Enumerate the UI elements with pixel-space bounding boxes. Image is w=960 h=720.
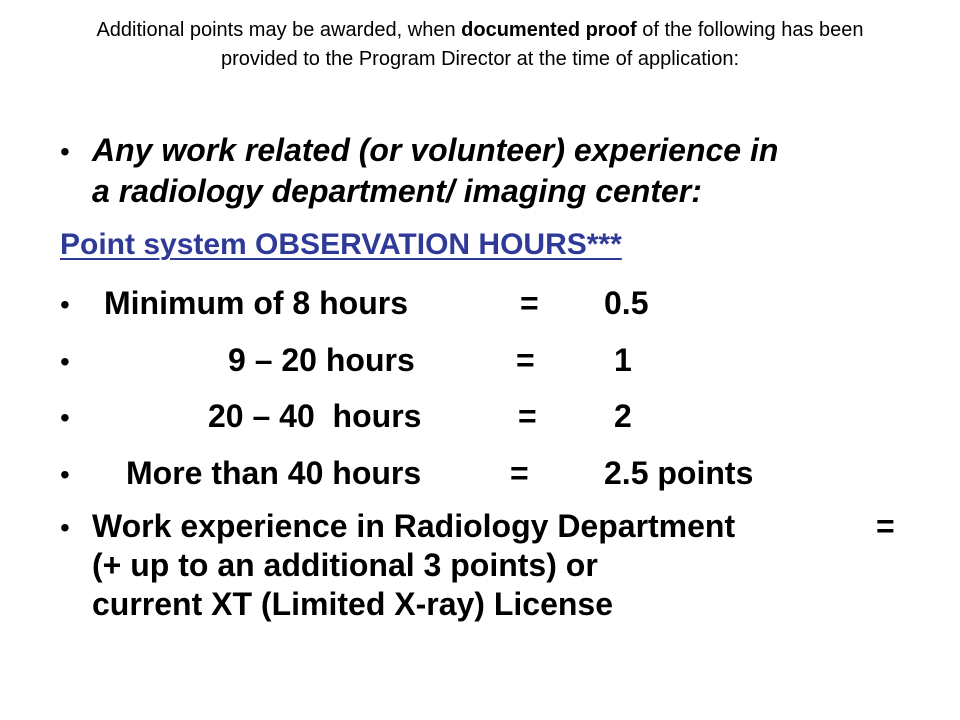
work-line-2: (+ up to an additional 3 points) or [92, 547, 598, 583]
bullet-glyph: • [60, 289, 70, 320]
intro-paragraph [60, 16, 900, 74]
hours-range: Minimum of 8 hours [104, 285, 408, 321]
points-value: 1 [614, 342, 632, 378]
work-line-3: current XT (Limited X-ray) License [92, 586, 614, 622]
equals-sign: = [876, 508, 895, 544]
bullet-glyph: • [60, 136, 70, 167]
points-value: 0.5 [604, 285, 649, 321]
points-value: 2.5 points [604, 455, 754, 491]
bullet-glyph: • [60, 459, 70, 490]
equals-sign: = [518, 398, 537, 434]
hours-range: 9 – 20 hours [228, 342, 415, 378]
intro-text-bold: documented proof [461, 19, 637, 41]
experience-line-2: a radiology department/ imaging center: [92, 173, 702, 209]
intro-text-start: Additional points may be awarded, when [96, 19, 462, 41]
bullet-glyph: • [60, 346, 70, 377]
points-value: 2 [614, 398, 632, 434]
hours-range: More than 40 hours [126, 455, 422, 491]
work-line-1: Work experience in Radiology Department [92, 508, 736, 544]
equals-sign: = [520, 285, 539, 321]
hours-range: 20 – 40 hours [208, 398, 422, 434]
bullet-glyph: • [60, 512, 70, 543]
bullet-glyph: • [60, 402, 70, 433]
equals-sign: = [516, 342, 535, 378]
experience-line-1: Any work related (or volunteer) experience in [92, 132, 779, 168]
equals-sign: = [510, 455, 529, 491]
point-system-heading: Point system OBSERVATION HOURS*** [60, 228, 622, 261]
intro-text-end: of the following has been provided to the Program Director at the time of application: [220, 19, 864, 70]
